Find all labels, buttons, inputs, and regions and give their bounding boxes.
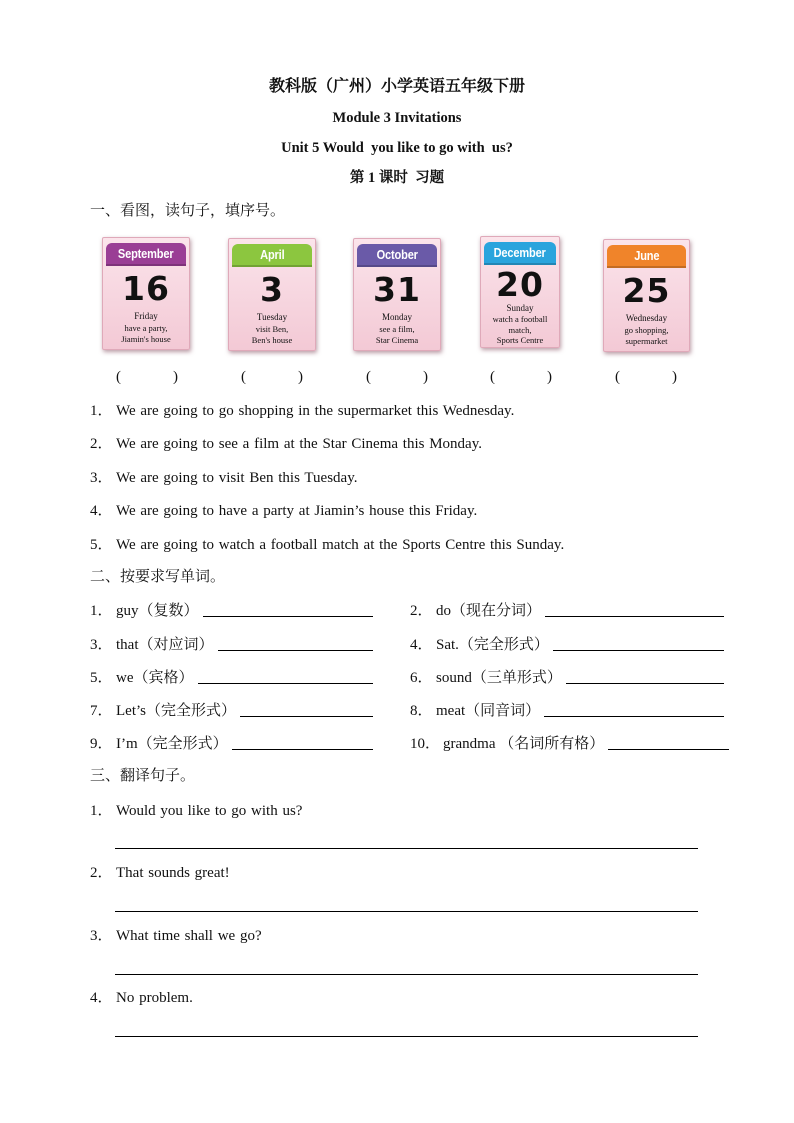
calendar-card-april [228, 238, 316, 351]
month-label: October [376, 247, 418, 262]
module-title: Module 3 Invitations [332, 110, 462, 126]
item-number: 2． [410, 603, 433, 619]
paren-close: ) [173, 369, 178, 385]
paren-open: ( [116, 369, 121, 385]
paren-open: ( [490, 369, 495, 385]
calendar-weekday: Monday [382, 312, 412, 322]
calendar-activity [103, 323, 189, 344]
activity-line: Jiamin's house [121, 333, 171, 344]
calendar-date: 25 [622, 271, 671, 310]
activity-line: match, [508, 324, 532, 335]
calendar-weekday: Tuesday [256, 312, 288, 322]
month-label: April [259, 247, 285, 262]
calendar-month-band [106, 243, 186, 266]
activity-line: see a film, [379, 324, 415, 334]
translate-prompt: What time shall we go? [116, 928, 262, 944]
word-prompt: that（对应词） [116, 637, 214, 653]
translation-answer-line[interactable] [115, 1036, 698, 1037]
word-item [90, 600, 373, 620]
activity-line: watch a football [492, 314, 548, 324]
word-prompt: grandma （名词所有格） [443, 736, 605, 752]
word-item [90, 667, 373, 687]
item-number: 2． [90, 436, 113, 452]
activity-line: have a party, [124, 323, 168, 333]
item-number: 8． [410, 703, 433, 719]
word-prompt: I’m（完全形式） [116, 736, 228, 752]
item-number: 5． [90, 537, 113, 553]
translate-prompt: Would you like to go with us? [116, 803, 303, 819]
sentence-item [90, 502, 477, 520]
calendar-card-september [102, 237, 190, 350]
item-number: 6． [410, 670, 433, 686]
lesson-title: 第 1 课时 习题 [349, 170, 445, 186]
paren-close: ) [298, 369, 303, 385]
sentence-item [90, 402, 514, 420]
unit-title: Unit 5 Would you like to go with us? [281, 140, 513, 156]
sentence-text: We are going to visit Ben this Tuesday. [116, 470, 358, 486]
calendar-activity [481, 314, 559, 346]
answer-line[interactable] [232, 748, 373, 750]
item-number: 1． [90, 403, 113, 419]
answer-blank[interactable] [615, 368, 677, 386]
word-prompt: Let’s（完全形式） [116, 703, 236, 719]
section3-heading: 三、翻译句子。 [90, 768, 196, 784]
paren-close: ) [672, 369, 677, 385]
sentence-text: We are going to watch a football match at the Sports Centre this Sunday. [116, 537, 565, 553]
translate-item [90, 864, 230, 882]
calendar-date: 20 [496, 265, 544, 304]
calendar-weekday: Friday [134, 311, 158, 321]
answer-blank[interactable] [366, 368, 428, 386]
answer-blank[interactable] [116, 368, 178, 386]
calendar-date: 31 [373, 270, 421, 309]
paren-open: ( [366, 369, 371, 385]
item-number: 1． [90, 803, 113, 819]
translate-item [90, 802, 302, 820]
sentence-text: We are going to have a party at Jiamin’s house this Friday. [116, 503, 478, 519]
calendar-card-december [480, 236, 560, 348]
word-item [90, 634, 373, 654]
paren-close: ) [423, 369, 428, 385]
word-item [410, 600, 724, 620]
word-item [410, 700, 724, 720]
calendar-date: 3 [260, 270, 284, 309]
answer-line[interactable] [198, 682, 374, 684]
word-prompt: sound（三单形式） [436, 670, 562, 686]
sentence-text: We are going to go shopping in the supermarket this Wednesday. [116, 403, 515, 419]
activity-line: go shopping, [624, 325, 669, 335]
item-number: 3． [90, 637, 113, 653]
month-label: June [633, 248, 660, 263]
calendar-date: 16 [122, 269, 170, 308]
item-number: 3． [90, 928, 113, 944]
item-number: 4． [90, 990, 113, 1006]
paren-open: ( [615, 369, 620, 385]
answer-line[interactable] [240, 715, 373, 717]
item-number: 3． [90, 470, 113, 486]
section2-heading: 二、按要求写单词。 [90, 569, 226, 585]
item-number: 4． [90, 503, 113, 519]
activity-line: Star Cinema [375, 334, 419, 345]
item-number: 4． [410, 637, 433, 653]
sentence-text: We are going to see a film at the Star Cinema this Monday. [116, 436, 482, 452]
translate-prompt: No problem. [116, 990, 193, 1006]
answer-line[interactable] [566, 682, 724, 684]
activity-line: Sports Centre [496, 335, 544, 345]
answer-line[interactable] [203, 615, 373, 617]
word-prompt: do（现在分词） [436, 603, 542, 619]
calendar-month-band [607, 245, 686, 268]
answer-line[interactable] [553, 649, 724, 651]
translate-prompt: That sounds great! [116, 865, 230, 881]
answer-blank[interactable] [241, 368, 303, 386]
calendar-weekday: Sunday [506, 303, 534, 313]
word-item [90, 733, 373, 753]
calendar-card-june [603, 239, 690, 352]
item-number: 7． [90, 703, 113, 719]
item-number: 1． [90, 603, 113, 619]
answer-line[interactable] [608, 748, 729, 750]
sentence-item [90, 435, 482, 453]
calendar-month-band [232, 244, 312, 267]
translation-answer-line[interactable] [115, 848, 698, 849]
item-number: 5． [90, 670, 113, 686]
sentence-item [90, 469, 357, 487]
translation-answer-line[interactable] [115, 974, 698, 975]
month-label: September [118, 246, 174, 261]
calendar-activity [354, 324, 440, 345]
word-item [410, 733, 729, 753]
activity-line: visit Ben, [255, 324, 289, 334]
calendar-activity [229, 324, 315, 345]
word-prompt: meat（同音词） [436, 703, 541, 719]
answer-line[interactable] [545, 615, 724, 617]
word-item [410, 634, 724, 654]
translate-item [90, 927, 262, 945]
section1-heading: 一、看图，读句子，填序号。 [90, 203, 286, 219]
word-item [90, 700, 373, 720]
calendar-month-band [484, 242, 556, 265]
answer-line[interactable] [544, 715, 724, 717]
word-prompt: Sat.（完全形式） [436, 637, 549, 653]
item-number: 10． [410, 736, 441, 752]
answer-blank[interactable] [490, 368, 552, 386]
activity-line: supermarket [625, 335, 668, 346]
sentence-item [90, 536, 564, 554]
calendar-month-band [357, 244, 437, 267]
word-prompt: we（宾格） [116, 670, 194, 686]
translate-item [90, 989, 193, 1007]
paren-open: ( [241, 369, 246, 385]
month-label: December [493, 245, 547, 260]
calendar-card-october [353, 238, 441, 351]
activity-line: Ben's house [251, 334, 293, 345]
item-number: 2． [90, 865, 113, 881]
translation-answer-line[interactable] [115, 911, 698, 912]
calendar-activity [604, 325, 689, 346]
worksheet-title: 教科版（广州）小学英语五年级下册 [268, 78, 525, 95]
item-number: 9． [90, 736, 113, 752]
word-prompt: guy（复数） [116, 603, 199, 619]
word-item [410, 667, 724, 687]
paren-close: ) [547, 369, 552, 385]
answer-line[interactable] [218, 649, 374, 651]
calendar-weekday: Wednesday [625, 313, 668, 323]
